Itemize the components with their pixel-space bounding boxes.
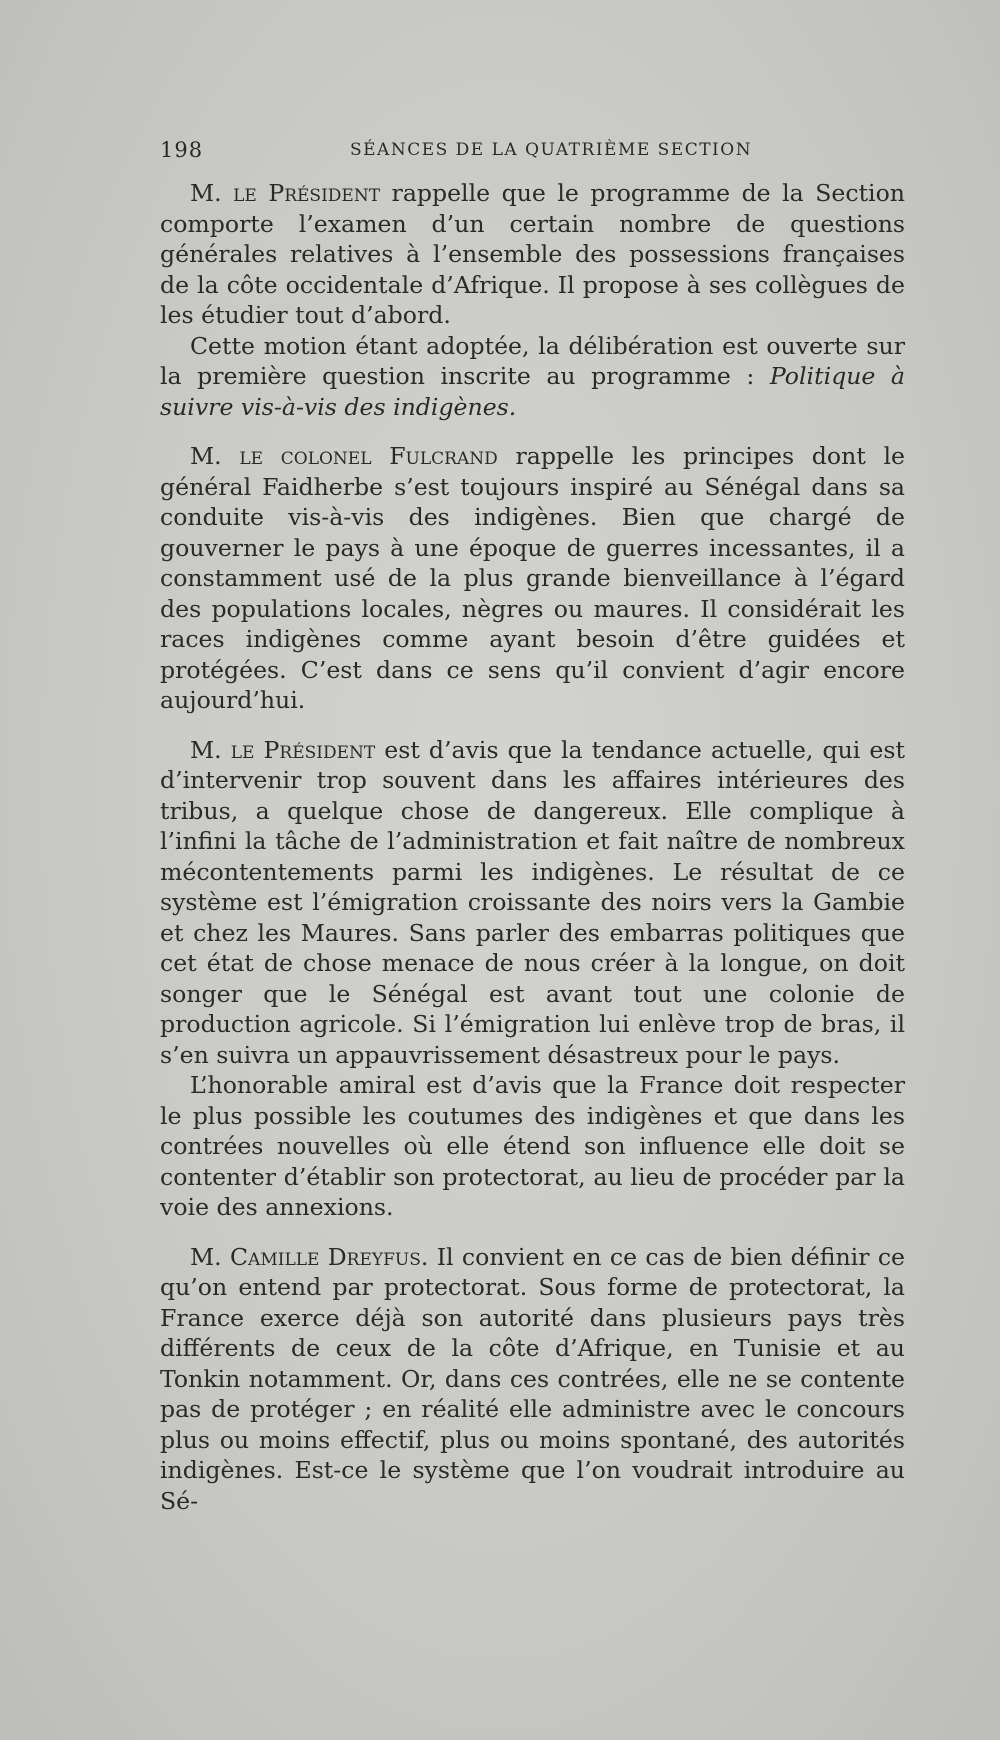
paragraph-president-1 — [160, 178, 905, 331]
paragraph-text: L’honorable amiral est d’avis que la France doit respecter le plus possible les coutumes des indigènes et que dans les contrées nouvelles où elle étend son influence elle doit se contenter d’établir son protectorat, au lieu de procéder par la voie des annexions. — [160, 1071, 905, 1221]
paragraph-amiral — [160, 1070, 905, 1223]
body-text — [160, 178, 905, 1516]
speaker-name: M. le Président — [190, 179, 381, 207]
paragraph-motion — [160, 331, 905, 423]
paragraph-text: Il convient en ce cas de bien définir ce qu’on entend par protectorat. Sous forme de protectorat, la France exerce déjà son autorité dans plusieurs pays très différents de ceux de la côte d’Afrique, en Tunisie et au Tonkin notamment. Or, dans ces contrées, elle ne se contente pas de protéger ; en réalité elle administre avec le concours plus ou moins effectif, plus ou moins spontané, des autorités indigènes. Est-ce le système que l’on voudrait introduire au Sé- — [160, 1242, 905, 1515]
paragraph-text: rappelle les principes dont le général Faidherbe s’est toujours inspiré au Sénégal dans sa conduite vis-à-vis des indigènes. Bien que chargé de gouverner le pays à une époque de guerres incessantes, il a constamment usé de la plus grande bienveillance à l’égard des populations locales, nègres ou maures. Il considérait les races indigènes comme ayant besoin d’être guidées et protégées. C’est dans ce sens qu’il convient d’agir encore aujourd’hui. — [160, 442, 906, 714]
speaker-name: M. Camille Dreyfus. — [190, 1242, 429, 1271]
speaker-name: M. le colonel Fulcrand — [190, 442, 498, 470]
speaker-name: M. le Président — [190, 735, 376, 764]
paragraph-text: rappelle que le programme de la Section comporte l’examen d’un certain nombre de questions générales relatives à l’ensemble des possessions françaises de la côte occidentale d’Afrique. Il propose à ses collègues de les étudier tout d’abord. — [160, 179, 905, 329]
running-head: SÉANCES DE LA QUATRIÈME SECTION — [350, 140, 753, 160]
paragraph-president-2 — [160, 735, 905, 1071]
paragraph-dreyfus — [160, 1242, 905, 1517]
paragraph-text: Cette motion étant adoptée, la délibération est ouverte sur la première question inscrite au programme : — [160, 331, 905, 390]
page-number: 198 — [160, 138, 204, 162]
question-title: Politique à suivre vis-à-vis des indigènes. — [160, 362, 905, 421]
paragraph-fulcrand — [160, 441, 905, 716]
paragraph-text: est d’avis que la tendance actuelle, qui est d’intervenir trop souvent dans les affaires intérieures des tribus, a quelque chose de dangereux. Elle complique à l’infini la tâche de l’administration et fait naître de nombreux mécontentements parmi les indigènes. Le résultat de ce système est l’émigration croissante des noirs vers la Gambie et chez les Maures. Sans parler des embarras politiques que cet état de chose menace de nous créer à la longue, on doit songer que le Sénégal est avant tout une colonie de production agricole. Si l’émigration lui enlève trop de bras, il s’en suivra un appauvrissement désastreux pour le pays. — [160, 735, 905, 1069]
